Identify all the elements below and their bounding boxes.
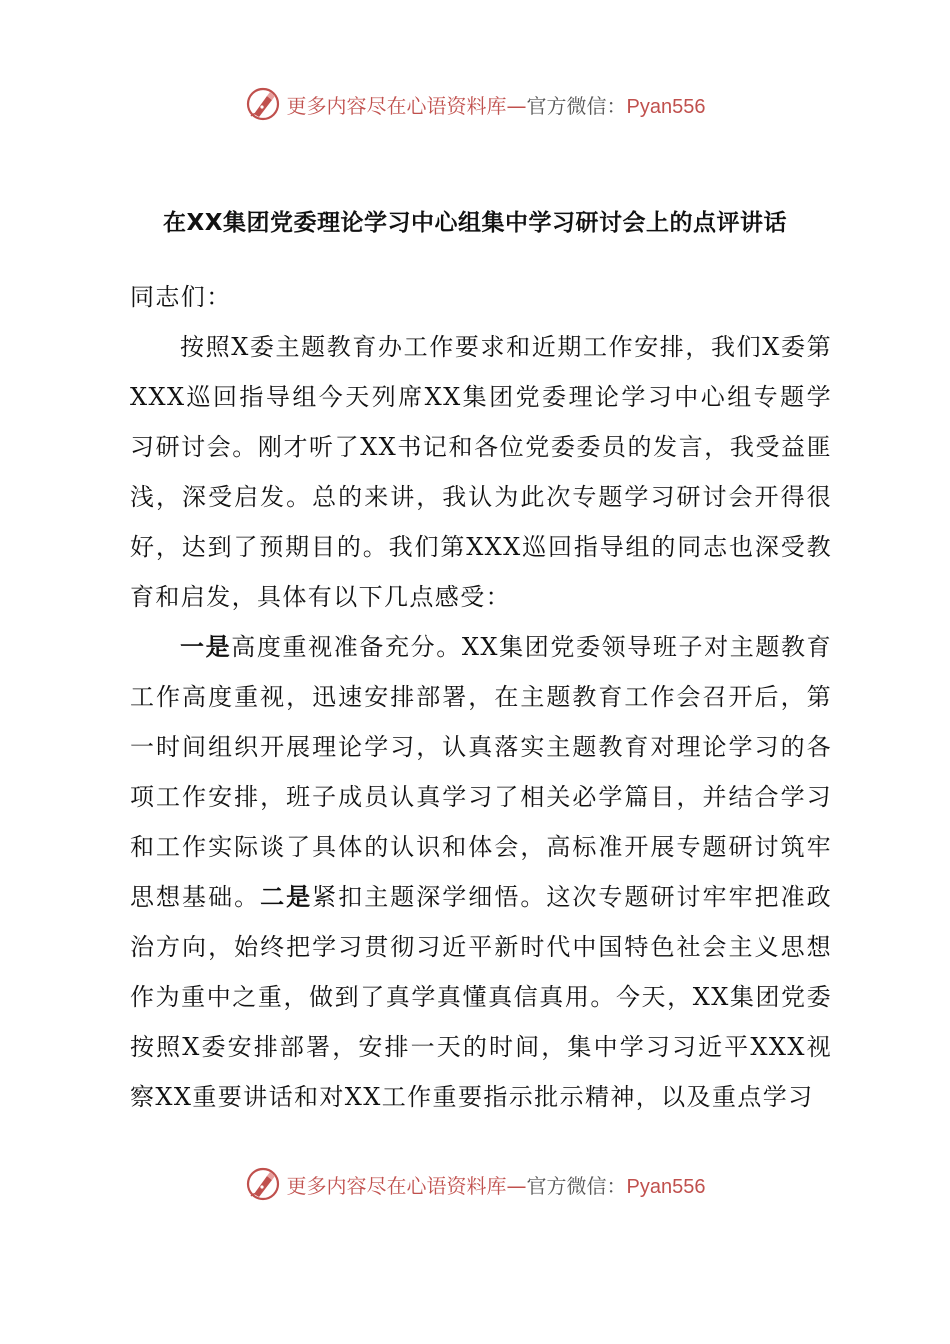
watermark-banner-top <box>0 84 950 124</box>
watermark-brand: 更多内容尽在心语资料库 <box>286 1173 507 1198</box>
watermark-dash: — <box>506 93 527 118</box>
watermark-banner-bottom <box>0 1164 950 1204</box>
document-title: 在XX集团党委理论学习中心组集中学习研讨会上的点评讲话 <box>163 210 787 236</box>
point-2-text: 紧扣主题深学细悟。这次专题研讨牢牢把准政治方向，始终把学习贯彻习近平新时代中国特色社会主义思想作为重中之重，做到了真学真懂真信真用。今天，XX集团党委按照X委安排部署，安排一天的时间，集中学习习近平XXX视察XX重要讲话和对XX工作重要指示批示精神，以及重点学习 <box>130 883 832 1111</box>
watermark-wechat-id: Pyan556 <box>626 95 706 118</box>
paragraph-intro: 按照X委主题教育办工作要求和近期工作安排，我们X委第XXX巡回指导组今天列席XX集团党委理论学习中心组专题学习研讨会。刚才听了XX书记和各位党委委员的发言，我受益匪浅，深受启发。总的来讲，我认为此次专题学习研讨会开得很好，达到了预期目的。我们第XXX巡回指导组的同志也深受教育和启发，具体有以下几点感受： <box>130 333 832 611</box>
watermark-dash: — <box>506 1173 527 1198</box>
watermark-wechat-id: Pyan556 <box>626 1175 706 1198</box>
watermark-wechat-label: 官方微信： <box>526 93 627 118</box>
watermark-brand: 更多内容尽在心语资料库 <box>286 93 507 118</box>
point-2-label: 二是 <box>260 883 313 911</box>
point-1-text: 高度重视准备充分。XX集团党委领导班子对主题教育工作高度重视，迅速安排部署，在主题教育工作会召开后，第一时间组织开展理论学习，认真落实主题教育对理论学习的各项工作安排，班子成员认真学习了相关必学篇目，并结合学习和工作实际谈了具体的认识和体会，高标准开展专题研讨筑牢思想基础。 <box>130 633 832 911</box>
watermark-content <box>245 86 706 122</box>
watermark-wechat-label: 官方微信： <box>526 1173 627 1198</box>
point-1-label: 一是 <box>180 633 232 661</box>
salutation: 同志们： <box>130 283 232 311</box>
document-body <box>130 272 832 1122</box>
watermark-content <box>245 1166 706 1202</box>
pen-nib-logo-icon <box>245 1166 281 1202</box>
pen-nib-logo-icon <box>245 86 281 122</box>
paragraph-points <box>130 622 832 1122</box>
